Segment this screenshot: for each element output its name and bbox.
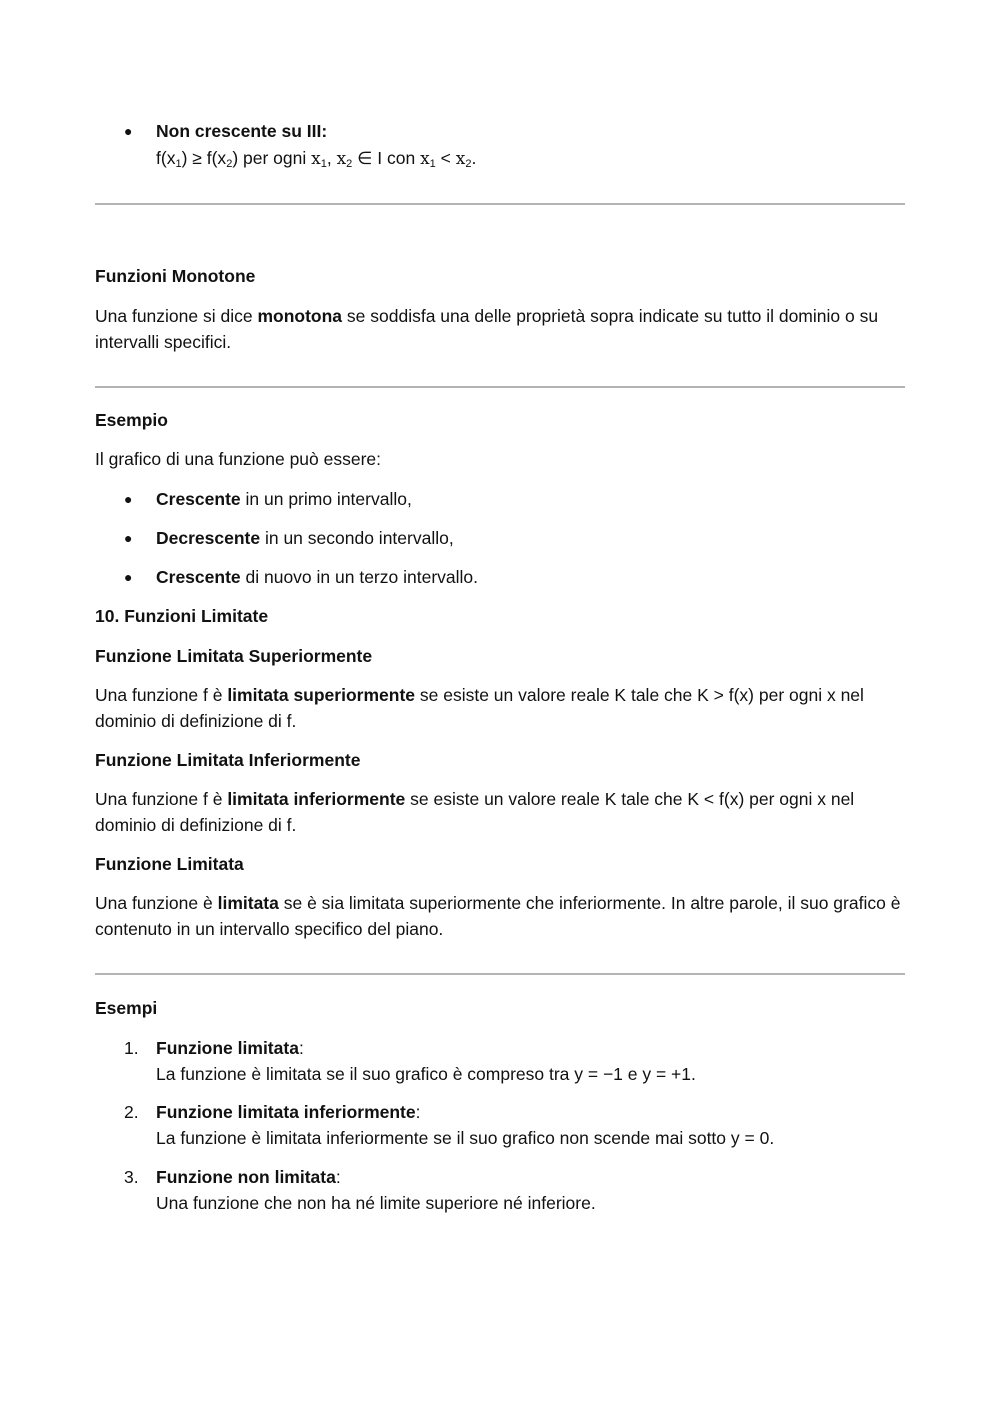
paragraph: Una funzione è limitata se è sia limitata superiormente che inferiormente. In altre parole, il suo grafico è contenuto in un intervallo specifico del piano. [95,893,901,939]
section-heading: Esempio [95,410,168,430]
monotonicity-formula: $f(x_1) \ge f(x_2)$ per ogni $x_1$, $x_2$ ∈ I con $x_1 < x_2$. [156,148,477,170]
bullet-marker: ● [124,491,133,507]
list-number: 2. [124,1102,139,1122]
list-item: Crescente in un primo intervallo, [156,489,412,509]
paragraph: Una funzione f è limitata inferiormente se esiste un valore reale K tale che K < f(x) per ogni x nel dominio di definizione di f. [95,789,855,835]
section-heading: Esempi [95,998,158,1018]
bullet-marker: ● [124,569,133,585]
list-item: Crescente di nuovo in un terzo intervallo. [156,567,479,587]
horizontal-divider [95,386,905,388]
subsection-heading: Funzione Limitata Inferiormente [95,750,361,770]
bullet-marker: ● [124,123,133,139]
section-heading: 10. Funzioni Limitate [95,606,269,626]
list-item: Funzione limitata inferiormente: La funzione è limitata inferiormente se il suo grafico non scende mai sotto y = 0. [156,1102,775,1148]
paragraph: Una funzione f è limitata superiormente se esiste un valore reale K tale che K > f(x) per ogni x nel dominio di definizione di f. [95,685,864,731]
list-number: 1. [124,1038,139,1058]
section-heading: Funzioni Monotone [95,266,256,286]
paragraph: Il grafico di una funzione può essere: [95,449,382,469]
bullet-marker: ● [124,530,133,546]
horizontal-divider [95,203,905,205]
list-item: Funzione non limitata: Una funzione che non ha né limite superiore né inferiore. [156,1167,596,1213]
subsection-heading: Funzione Limitata [95,854,244,874]
horizontal-divider [95,973,905,975]
subsection-heading: Funzione Limitata Superiormente [95,646,373,666]
list-item: Funzione limitata: La funzione è limitata se il suo grafico è compreso tra y = −1 e y = +1. [156,1038,696,1084]
paragraph: Una funzione si dice monotona se soddisfa una delle proprietà sopra indicate su tutto il dominio o su intervalli specifici. [95,306,879,352]
list-item-title: Non crescente su III: [156,121,328,141]
list-item: Decrescente in un secondo intervallo, [156,528,454,548]
list-number: 3. [124,1167,139,1187]
